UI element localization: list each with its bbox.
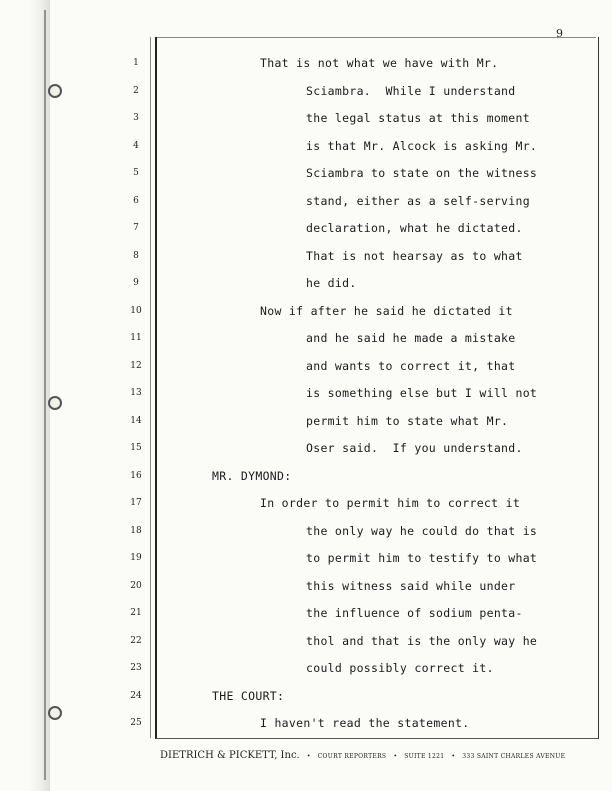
line-number: 5	[133, 168, 139, 178]
transcript-line: he did.	[306, 276, 357, 290]
transcript-line: this witness said while under	[306, 578, 516, 593]
footer-firm: DIETRICH & PICKETT, Inc.	[160, 750, 300, 761]
transcript-line: stand, either as a self-serving	[306, 193, 530, 208]
footer-separator: •	[451, 753, 456, 760]
line-number: 1	[133, 58, 139, 68]
punch-hole-bottom	[48, 706, 62, 720]
line-number: 7	[133, 223, 139, 233]
transcript-line: Oser said. If you understand.	[306, 441, 523, 455]
transcript-line: the legal status at this moment	[306, 111, 530, 125]
punch-hole-top	[48, 84, 62, 98]
transcript-line: That is not hearsay as to what	[306, 248, 523, 263]
transcript-line: Sciambra. While I understand	[306, 83, 516, 98]
line-number: 15	[130, 443, 142, 453]
transcript-line: could possibly correct it.	[306, 661, 494, 675]
line-number: 19	[130, 553, 142, 563]
line-number: 10	[130, 305, 142, 316]
line-number: 25	[130, 718, 142, 728]
transcript-line: is something else but I will not	[306, 386, 538, 400]
line-number: 12	[130, 360, 142, 371]
line-number: 22	[130, 635, 142, 646]
line-number: 20	[130, 580, 142, 591]
line-number: 2	[133, 85, 139, 96]
line-number: 8	[133, 250, 139, 261]
footer	[160, 750, 600, 761]
binder-shadow	[28, 0, 50, 791]
line-number: 4	[133, 140, 139, 151]
transcript-line: I haven't read the statement.	[260, 716, 470, 730]
line-number: 18	[130, 525, 142, 536]
line-number: 3	[133, 113, 139, 123]
gutter-rule	[150, 37, 151, 738]
transcript-line: is that Mr. Alcock is asking Mr.	[306, 138, 538, 153]
transcript-line: and he said he made a mistake	[306, 331, 516, 345]
line-number: 24	[130, 690, 142, 701]
binder-edge	[44, 10, 46, 780]
transcript-line: Sciambra to state on the witness	[306, 166, 538, 180]
transcript-line: That is not what we have with Mr.	[260, 56, 499, 70]
line-number: 16	[130, 470, 142, 481]
line-number: 9	[133, 278, 139, 288]
line-number: 11	[130, 333, 142, 343]
transcript-line: and wants to correct it, that	[306, 358, 516, 373]
transcript-line: In order to permit him to correct it	[260, 496, 521, 510]
page-number: 9	[556, 27, 563, 40]
line-number: 17	[130, 498, 142, 508]
punch-hole-middle	[48, 396, 62, 410]
line-number: 21	[130, 608, 142, 618]
transcript-line: permit him to state what Mr.	[306, 413, 509, 428]
line-number: 13	[130, 388, 142, 398]
footer-address: 333 SAINT CHARLES AVENUE	[462, 753, 566, 760]
transcript-line: declaration, what he dictated.	[306, 221, 523, 235]
line-number: 14	[130, 415, 142, 426]
transcript-line: the only way he could do that is	[306, 523, 538, 538]
footer-role: COURT REPORTERS	[317, 753, 387, 760]
transcript-line: the influence of sodium penta-	[306, 606, 523, 620]
transcript-line: thol and that is the only way he	[306, 633, 538, 648]
transcript-line: to permit him to testify to what	[306, 551, 538, 565]
footer-separator: •	[393, 753, 398, 760]
line-number: 23	[130, 663, 142, 673]
footer-separator: •	[306, 753, 311, 760]
transcript-line: MR. DYMOND:	[212, 468, 292, 483]
footer-suite: SUITE 1221	[404, 753, 445, 760]
transcript-line: THE COURT:	[212, 688, 285, 703]
transcript-line: Now if after he said he dictated it	[260, 303, 513, 318]
line-number: 6	[133, 195, 139, 206]
